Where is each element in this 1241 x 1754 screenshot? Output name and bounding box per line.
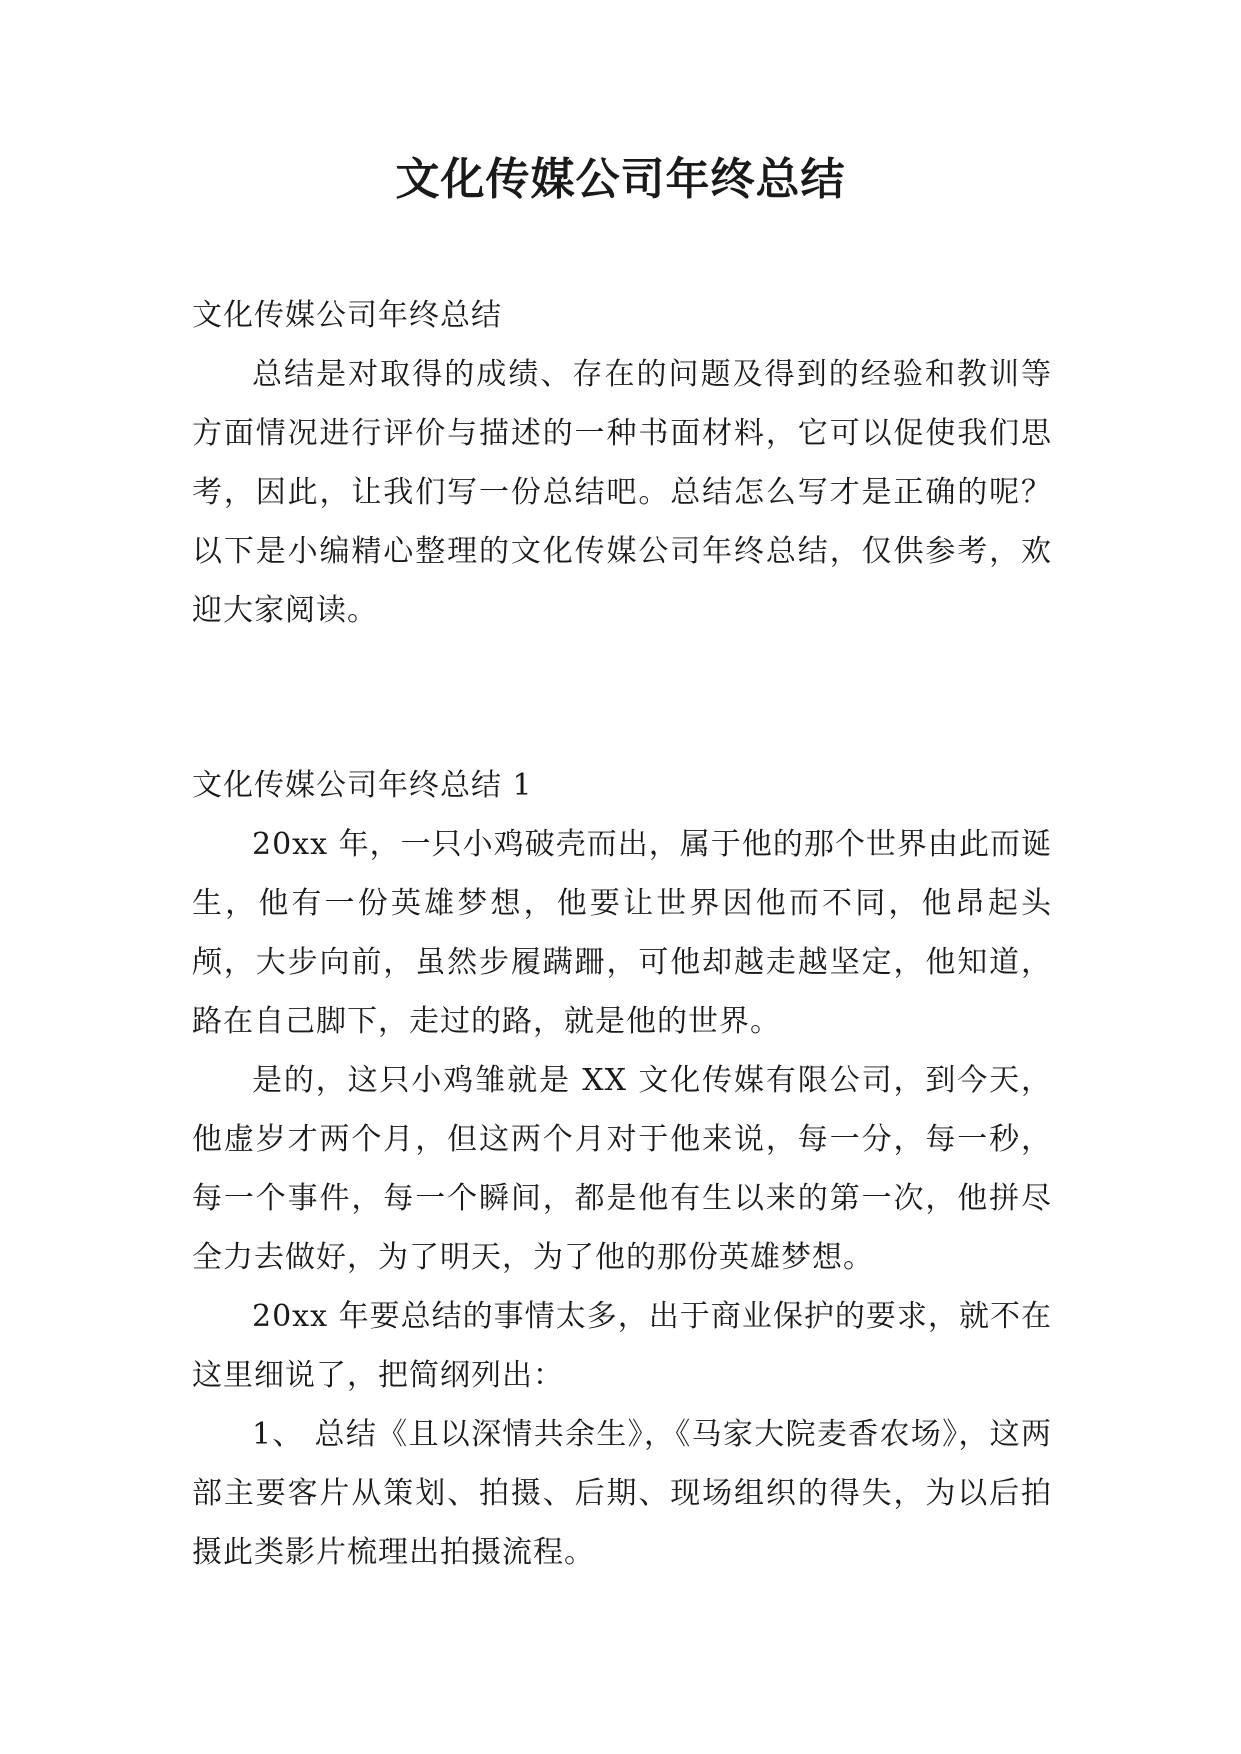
body-paragraph: 是的，这只小鸡雏就是 XX 文化传媒有限公司，到今天，他虚岁才两个月，但这两个月对于他来说，每一分，每一秒，每一个事件，每一个瞬间，都是他有生以来的第一次，他拼尽全力去做好，为了明天，为了他的那份英雄梦想。 (192, 1063, 1052, 1275)
body-paragraph: 20xx 年，一只小鸡破壳而出，属于他的那个世界由此而诞生，他有一份英雄梦想，他要让世界因他而不同，他昂起头颅，大步向前，虽然步履蹒跚，可他却越走越坚定，他知道，路在自己脚下，走过的路，就是他的世界。 (192, 827, 1052, 1039)
body-paragraph: 20xx 年要总结的事情太多，出于商业保护的要求，就不在这里细说了，把简纲列出： (192, 1299, 1052, 1393)
intro-paragraph: 总结是对取得的成绩、存在的问题及得到的经验和教训等方面情况进行评价与描述的一种书面材料，它可以促使我们思考，因此，让我们写一份总结吧。总结怎么写才是正确的呢？以下是小编精心整理的文化传媒公司年终总结，仅供参考，欢迎大家阅读。 (192, 357, 1052, 628)
section-block (192, 756, 1052, 1582)
intro-heading: 文化传媒公司年终总结 (192, 298, 502, 333)
section-heading: 文化传媒公司年终总结 1 (192, 768, 533, 803)
list-item-paragraph: 1、 总结《且以深情共余生》，《马家大院麦香农场》，这两部主要客片从策划、拍摄、后期、现场组织的得失，为以后拍摄此类影片梳理出拍摄流程。 (192, 1417, 1052, 1570)
document-title: 文化传媒公司年终总结 (395, 154, 846, 205)
intro-block (192, 286, 1052, 640)
